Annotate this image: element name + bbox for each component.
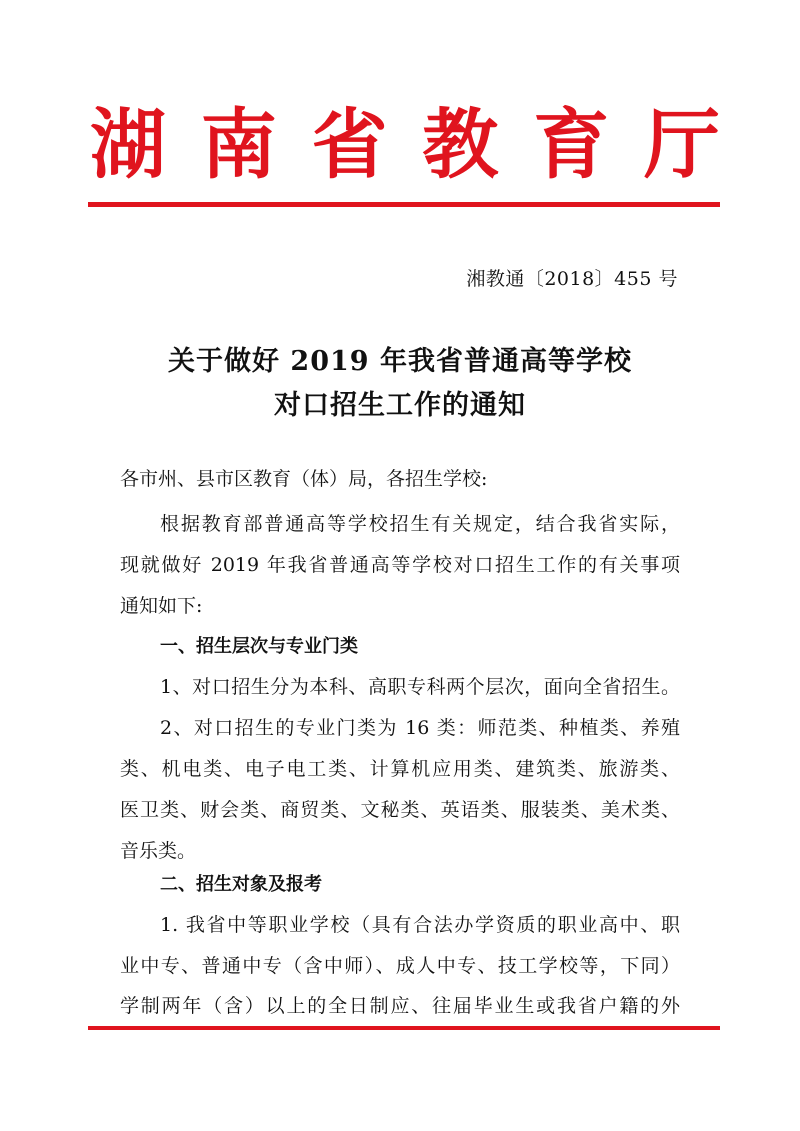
masthead-char: 教 — [422, 100, 499, 189]
section1-item: 2、对口招生的专业门类为 16 类：师范类、种植类、养殖 — [160, 717, 680, 739]
intro-line: 根据教育部普通高等学校招生有关规定，结合我省实际， — [160, 513, 680, 535]
section1-item: 类、机电类、电子电工类、计算机应用类、建筑类、旅游类、 — [120, 758, 680, 780]
section2-item: 业中专、普通中专（含中师）、成人中专、技工学校等，下同） — [120, 955, 680, 977]
masthead-red-rule — [88, 202, 720, 207]
section-heading-2: 二、招生对象及报考 — [160, 874, 322, 895]
intro-line: 通知如下: — [120, 595, 203, 617]
document-title-line-2: 对口招生工作的通知 — [274, 390, 526, 421]
salutation: 各市州、县市区教育（体）局，各招生学校: — [120, 468, 488, 490]
intro-line: 现就做好 2019 年我省普通高等学校对口招生工作的有关事项 — [120, 554, 680, 576]
section2-item: 学制两年（含）以上的全日制应、往届毕业生或我省户籍的外 — [120, 995, 680, 1017]
masthead-char: 省 — [311, 100, 388, 189]
masthead-char: 湖 — [90, 100, 166, 189]
masthead-char: 育 — [533, 100, 610, 189]
masthead-char: 南 — [200, 100, 277, 189]
masthead-title — [90, 100, 720, 190]
section2-item: 1. 我省中等职业学校（具有合法办学资质的职业高中、职 — [160, 914, 680, 936]
section1-item: 音乐类。 — [120, 840, 197, 862]
footer-red-rule — [88, 1026, 720, 1030]
masthead-char: 厅 — [643, 100, 720, 189]
section1-item: 医卫类、财会类、商贸类、文秘类、英语类、服装类、美术类、 — [120, 799, 680, 821]
section1-item: 1、对口招生分为本科、高职专科两个层次，面向全省招生。 — [160, 676, 680, 698]
section-heading-1: 一、招生层次与专业门类 — [160, 636, 358, 657]
document-title-line-1: 关于做好 2019 年我省普通高等学校 — [168, 346, 632, 377]
document-number: 湘教通〔2018〕455 号 — [466, 268, 678, 290]
